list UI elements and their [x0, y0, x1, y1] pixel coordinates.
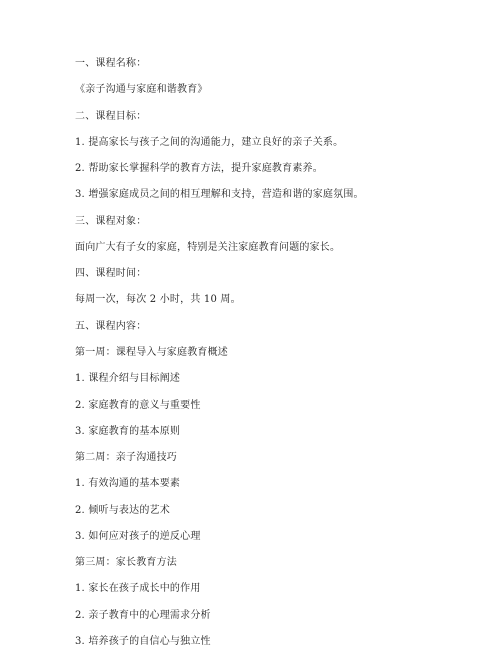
section-heading-course-audience: 三、课程对象： [75, 216, 147, 227]
goal-item-1: 1. 提高家长与孩子之间的沟通能力，建立良好的亲子关系。 [75, 137, 344, 148]
time-text: 每周一次，每次 2 小时，共 10 周。 [75, 294, 241, 305]
week-1-item-2: 2. 家庭教育的意义与重要性 [75, 400, 201, 411]
week-3-item-3: 3. 培养孩子的自信心与独立性 [75, 636, 211, 647]
week-1-item-1: 1. 课程介绍与目标阐述 [75, 373, 181, 384]
course-title: 《亲子沟通与家庭和谐教育》 [75, 84, 208, 95]
goal-item-3: 3. 增强家庭成员之间的相互理解和支持，营造和谐的家庭氛围。 [75, 189, 364, 200]
week-2-heading: 第二周：亲子沟通技巧 [75, 452, 177, 463]
week-2-item-3: 3. 如何应对孩子的逆反心理 [75, 531, 201, 542]
section-heading-course-time: 四、课程时间： [75, 268, 147, 279]
week-2-item-1: 1. 有效沟通的基本要素 [75, 478, 181, 489]
week-2-item-2: 2. 倾听与表达的艺术 [75, 505, 170, 516]
audience-text: 面向广大有子女的家庭，特别是关注家庭教育问题的家长。 [75, 242, 341, 253]
week-3-heading: 第三周：家长教育方法 [75, 557, 177, 568]
goal-item-2: 2. 帮助家长掌握科学的教育方法，提升家庭教育素养。 [75, 163, 323, 174]
section-heading-course-goals: 二、课程目标： [75, 111, 147, 122]
week-3-item-1: 1. 家长在孩子成长中的作用 [75, 583, 201, 594]
week-1-item-3: 3. 家庭教育的基本原则 [75, 426, 181, 437]
week-1-heading: 第一周：课程导入与家庭教育概述 [75, 347, 228, 358]
week-3-item-2: 2. 亲子教育中的心理需求分析 [75, 610, 211, 621]
section-heading-course-name: 一、课程名称： [75, 58, 147, 69]
section-heading-course-content: 五、课程内容： [75, 321, 147, 332]
